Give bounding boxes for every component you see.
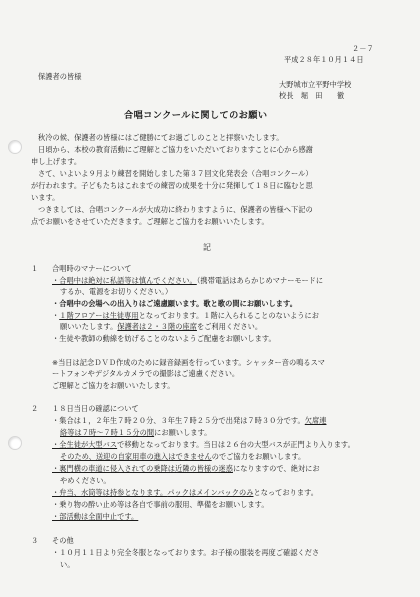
day-line-2: ・全生徒が大型バスで移動となっております。当日は２６台の大型バスが正門より入ります。: [52, 440, 355, 449]
other-line-1-cont: い。: [60, 560, 75, 569]
intro-line: 申し上げます。: [31, 157, 82, 166]
day-line-3: ・裏門横の車道に侵入されての乗降は近隣の皆様の迷惑になりますので、絶対にお: [52, 464, 320, 473]
date: 平成２８年１０月１４日: [284, 55, 364, 64]
main-bag-only: パックはメインバックのみ: [167, 488, 254, 497]
document-title: 合唱コンクールに関してのお願い: [124, 110, 268, 121]
no-private-cars: そのため、送迎の自家用車の進入はできません: [60, 452, 212, 461]
day-line-4: ・弁当、水筒等は持参となります。パックはメインバックのみとなっております。: [52, 488, 319, 497]
floor-1-students-only: １階フロアーは生徒専用: [59, 311, 139, 320]
manner-line-3: ・１階フロアーは生徒専用となっております。１階に入られることのないようにお: [52, 311, 320, 320]
section-heading: １８日当日の確認について: [52, 404, 139, 413]
intro-line: 点でお願いをさせていただきます。ご理解とご協力をお願いいたします。: [31, 217, 269, 226]
section-heading: 合唱時のマナーについて: [52, 264, 132, 273]
recording-note: ※当日は記念ＤＶＤ作成のために録音録画を行っています。シャッター音の鳴るスマ: [52, 358, 325, 367]
punch-hole: [8, 140, 22, 154]
manner-line-4: ・生徒や教師の動線を妨げることのないようご配慮をお願いします。: [52, 334, 276, 343]
intro-line: が行われます。子どもたちはこれまでの練習の成果を十分に発揮して１８日に臨むと思: [31, 181, 313, 190]
section-number: ２: [31, 404, 39, 413]
day-line-1-cont: 絡等は７時～７時１５分の間にお願いします。: [60, 428, 212, 437]
intro-line: います。: [31, 193, 60, 202]
school-name: 大野城市立平野中学校: [279, 80, 352, 89]
recipient: 保護者の皆様: [38, 72, 82, 81]
doc-number: ２－７: [352, 44, 374, 53]
manner-line-3-cont: 願いいたします。保護者は２・３階の座席をご利用ください。: [60, 322, 263, 331]
back-gate-warning: ・裏門横の車道に侵入されての乗降は近隣の皆様の迷惑: [52, 464, 233, 473]
bus-transfer: ・全生徒が大型バス: [52, 440, 118, 449]
intro-line: さて、いよいよ９月より練習を開始しました第３７回文化発表会（合唱コンクール）: [38, 169, 313, 178]
recording-note-cont: ートフォンやデジタルカメラでの撮影はご遠慮ください。: [52, 369, 240, 378]
day-line-1: ・集合は１，２年生７時２０分、３年生７時２５分で出発は７時３０分です。欠席連: [52, 416, 327, 425]
intro-line: 日頃から、本校の教育活動にご理解とご協力をいただいておりますことに心から感謝: [38, 145, 314, 154]
other-line-1: ・１０月１１日より完全冬服となっております。お子様の服装を再度ご確認くださ: [52, 548, 320, 557]
manner-line-1: [52, 276, 323, 285]
section-number: １: [31, 264, 39, 273]
day-line-2-cont: そのため、送迎の自家用車の進入はできませんのでご協力をお願いします。: [60, 452, 306, 461]
manner-line-2: ・合唱中の会場への出入りはご遠慮願います。歌と歌の間にお願いします。: [52, 299, 297, 308]
section-number: ３: [31, 536, 39, 545]
manner-phone-note: （携帯電話はあらかじめマナーモードに: [196, 276, 324, 285]
recording-note-thanks: ご理解とご協力をお願いいたします。: [52, 381, 175, 390]
day-line-3-cont: やめください。: [60, 476, 111, 485]
intro-line: つきましては、合唱コンクールが大成功に終わりますように、保護者の皆様へ下記の: [38, 205, 313, 214]
day-line-6: [52, 512, 138, 521]
manner-line-1-cont: するか、電源をお切りください。）: [60, 287, 173, 296]
day-line-5: ・乗り物の酔い止め等は各自で事前の服用、準備をお願いします。: [52, 500, 269, 509]
club-activities-cancelled: ・部活動は全面中止です。: [52, 512, 139, 521]
guardian-seats: 保護者は２・３階の座席: [117, 322, 197, 331]
punch-hole: [8, 436, 22, 450]
principal-name: 校長 堀 田 徹: [279, 91, 345, 100]
ki-heading: 記: [203, 243, 212, 252]
section-heading: その他: [52, 536, 74, 545]
intro-line: 秋冷の候、保護者の皆様にはご健勝にてお過ごしのことと拝察いたします。: [38, 133, 284, 142]
absence-contact: 欠席連: [304, 416, 327, 425]
manner-no-talking: ・合唱中は絶対に私語等は慎んでください。: [52, 276, 197, 285]
